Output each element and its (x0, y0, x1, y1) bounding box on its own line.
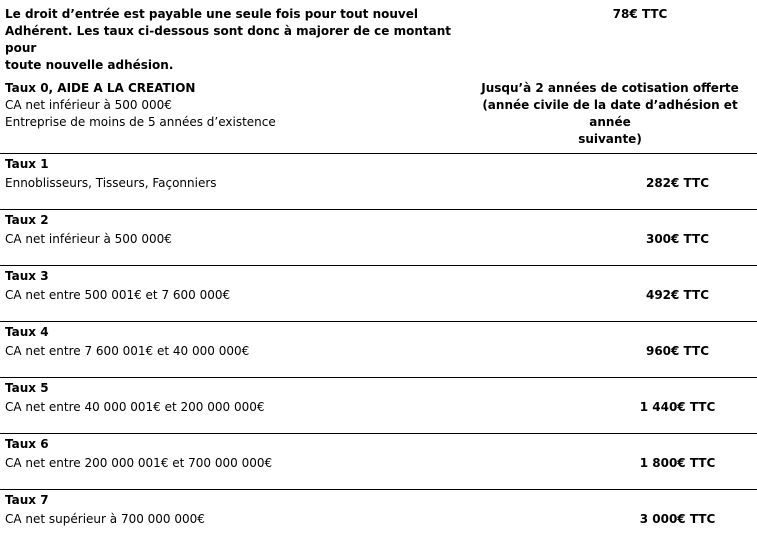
rate-price: 1 800€ TTC (639, 456, 716, 470)
rate-title: Taux 6 (5, 437, 49, 451)
rate-row-4 (0, 321, 757, 377)
taux-0-offer (465, 80, 755, 148)
rate-row-1 (0, 153, 757, 209)
rate-price: 960€ TTC (645, 344, 710, 358)
rate-price: 282€ TTC (645, 176, 710, 190)
rate-price: 300€ TTC (645, 232, 710, 246)
taux-0-line-2: Entreprise de moins de 5 années d’existence (5, 115, 276, 129)
taux-0-offer-line-1: Jusqu’à 2 années de cotisation offerte (481, 81, 739, 95)
taux-0-description (5, 80, 465, 131)
entry-fee-notice (5, 6, 475, 74)
rate-title: Taux 5 (5, 381, 49, 395)
rate-description: CA net entre 40 000 001€ et 200 000 000€ (5, 400, 265, 414)
taux-0-line-1: CA net inférieur à 500 000€ (5, 98, 172, 112)
rate-description: CA net entre 500 001€ et 7 600 000€ (5, 288, 231, 302)
rate-table (0, 153, 757, 545)
rate-row-3 (0, 265, 757, 321)
rate-title: Taux 2 (5, 213, 49, 227)
rate-title: Taux 1 (5, 157, 49, 171)
rate-description: CA net entre 200 000 001€ et 700 000 000€ (5, 456, 273, 470)
rate-price: 1 440€ TTC (639, 400, 716, 414)
rate-row-5 (0, 377, 757, 433)
taux-0-offer-line-2: (année civile de la date d’adhésion et année (482, 98, 738, 129)
rate-title: Taux 4 (5, 325, 49, 339)
rate-row-6 (0, 433, 757, 489)
rate-price: 3 000€ TTC (639, 512, 716, 526)
taux-0-title: Taux 0, AIDE A LA CREATION (5, 81, 196, 95)
taux-0-offer-line-3: suivante) (578, 132, 642, 146)
entry-fee-line-1: Le droit d’entrée est payable une seule fois pour tout nouvel (5, 7, 419, 21)
rate-description: Ennoblisseurs, Tisseurs, Façonniers (5, 176, 217, 190)
entry-fee-line-3: toute nouvelle adhésion. (5, 58, 174, 72)
rate-row-2 (0, 209, 757, 265)
entry-fee-price: 78€ TTC (612, 7, 668, 21)
entry-fee-line-2: Adhérent. Les taux ci-dessous sont donc à majorer de ce montant pour (5, 24, 451, 55)
rate-price: 492€ TTC (645, 288, 710, 302)
rate-description: CA net entre 7 600 001€ et 40 000 000€ (5, 344, 250, 358)
rate-title: Taux 7 (5, 493, 49, 507)
rate-description: CA net inférieur à 500 000€ (5, 232, 172, 246)
rate-title: Taux 3 (5, 269, 49, 283)
rate-description: CA net supérieur à 700 000 000€ (5, 512, 205, 526)
